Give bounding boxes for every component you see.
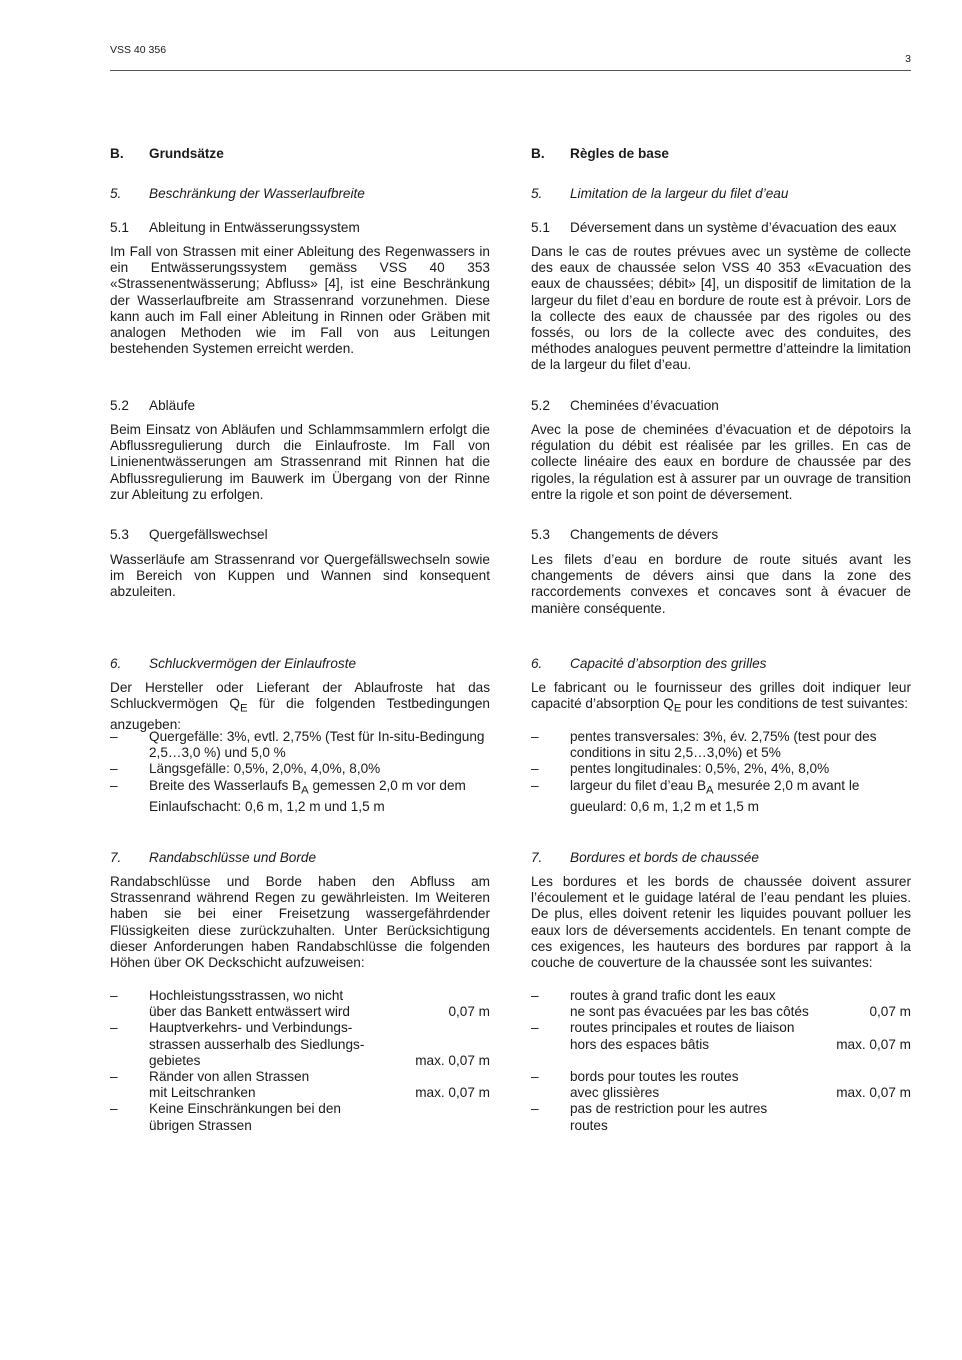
height-row: – Hochleistungsstrassen, wo nicht über das Bankett entwässert wird 0,07 m bbox=[110, 988, 490, 1020]
header-rule bbox=[110, 70, 911, 71]
section-5-2-heading: 5.2 Abläufe bbox=[110, 398, 196, 413]
height-row: – bords pour toutes les routes avec glissières max. 0,07 m bbox=[531, 1069, 911, 1101]
section-6-heading: 6. Schluckvermögen der Einlaufroste bbox=[110, 656, 357, 671]
height-row: – pas de restriction pour les autres routes bbox=[531, 1101, 768, 1133]
height-row: – Hauptverkehrs- und Verbindungs- strassen ausserhalb des Siedlungs- gebietes max. 0,07 m bbox=[110, 1020, 490, 1068]
spacer bbox=[531, 1053, 911, 1069]
section-7-heading: 7. Randabschlüsse und Borde bbox=[110, 850, 317, 865]
list-item: – pentes longitudinales: 0,5%, 2%, 4%, 8,0% bbox=[531, 761, 830, 777]
list-item: – pentes transversales: 3%, év. 2,75% (test pour des conditions in situ 2,5…3,0%) et 5% bbox=[531, 729, 877, 761]
section-7-heading: 7. Bordures et bords de chaussée bbox=[531, 850, 759, 865]
section-6-list bbox=[531, 729, 911, 815]
height-list bbox=[110, 988, 490, 1134]
section-6-intro: Le fabricant ou le fournisseur des grilles doit indiquer leur capacité d’absorption $Q_E$ pour les conditions de test suivantes: bbox=[531, 680, 911, 715]
section-5-3-heading: 5.3 Quergefällswechsel bbox=[110, 527, 268, 542]
section-5-2-text: Avec la pose de cheminées d’évacuation et de dépotoirs la régulation du débit est réalisée par les grilles. En cas de collecte linéaire des eaux en bordure de chaussée par des rigoles, la régulation est à assurer par un ouvrage de transition entre la rigole et son point de déversement. bbox=[531, 422, 911, 502]
list-item: – Breite des Wasserlaufs $B_A$ gemessen 2,0 m vor dem Einlaufschacht: 0,6 m, 1,2 m und 1,5 m bbox=[110, 777, 466, 814]
section-5-heading: 5. Limitation de la largeur du filet d’eau bbox=[531, 186, 789, 201]
section-7-text: Randabschlüsse und Borde haben den Abfluss am Strassenrand während Regen zu gewährleisten. Im Weiteren haben sie bei einer Freisetzung wassergefährdender Flüssigkeiten diese zurückzuhalten. Unter Berücksichtigung dieser Anforderungen haben Randabschlüsse die folgenden Höhen über OK Deckschicht aufzuweisen: bbox=[110, 874, 490, 971]
section-5-3-heading: 5.3 Changements de dévers bbox=[531, 527, 719, 542]
height-list bbox=[531, 988, 911, 1134]
section-5-1-heading: 5.1 Ableitung in Entwässerungssystem bbox=[110, 220, 360, 235]
height-row: – Keine Einschränkungen bei den übrigen Strassen bbox=[110, 1101, 341, 1133]
section-b-heading: B. Règles de base bbox=[531, 146, 669, 161]
section-5-1-text: Dans le cas de routes prévues avec un système de collecte des eaux de chaussée selon VSS 40 353 «Evacuation des eaux de chaussées; débit» [4], un dispositif de limitation de la largeur du filet d’eau en bordure de route est à prévoir. Lors de la collecte des eaux de chaussée par des rigoles ou des fossés, ou lors de la collecte avec des conduites, des méthodes analogues peuvent permettre d’atteindre la limitation de la largeur du filet d’eau. bbox=[531, 244, 911, 373]
section-7-text: Les bordures et les bords de chaussée doivent assurer l’écoulement et le guidage latéral de l’eau pendant les pluies. De plus, elles doivent retenir les liquides pouvant polluer les eaux lors de déversements accidentels. En tenant compte de ces exigences, les hauteurs des bordures par rapport à la couche de couverture de la chaussée sont les suivantes: bbox=[531, 874, 911, 971]
section-5-3-text: Les filets d’eau en bordure de route situés avant les changements de dévers ainsi que dans la zone des raccordements convexes et concaves sont à évacuer de manière conséquente. bbox=[531, 552, 911, 616]
height-row: – routes à grand trafic dont les eaux ne sont pas évacuées par les bas côtés 0,07 m bbox=[531, 988, 911, 1020]
section-6-heading: 6. Capacité d’absorption des grilles bbox=[531, 656, 767, 671]
section-b-heading: B. Grundsätze bbox=[110, 146, 224, 161]
section-5-heading: 5. Beschränkung der Wasserlaufbreite bbox=[110, 186, 365, 201]
section-5-1-text: Im Fall von Strassen mit einer Ableitung des Regenwassers in ein Entwässerungssystem gemäss VSS 40 353 «Strassenentwässerung; Abfluss» [4], ist eine Beschränkung der Wasserlaufbreite am Strassenrand vorzunehmen. Diese kann auch im Fall einer Ableitung in Rinnen oder Gräben mit analogen Methoden wie im Fall von aus Leitungen bestehenden Systemen erreicht werden. bbox=[110, 244, 490, 357]
height-row: – routes principales et routes de liaison hors des espaces bâtis max. 0,07 m bbox=[531, 1020, 911, 1052]
section-6-list bbox=[110, 729, 490, 815]
list-item: – Quergefälle: 3%, evtl. 2,75% (Test für In-situ-Bedingung 2,5…3,0 %) und 5,0 % bbox=[110, 729, 485, 761]
list-item: – largeur du filet d’eau $B_A$ mesurée 2,0 m avant le gueulard: 0,6 m, 1,2 m et 1,5 m bbox=[531, 777, 860, 814]
document-code: VSS 40 356 bbox=[110, 44, 167, 56]
section-5-2-heading: 5.2 Cheminées d’évacuation bbox=[531, 398, 719, 413]
page-number: 3 bbox=[905, 53, 911, 65]
section-6-intro: Der Hersteller oder Lieferant der Ablaufroste hat das Schluckvermögen $Q_E$ für die folgenden Testbedingungen anzugeben: bbox=[110, 680, 490, 733]
section-5-2-text: Beim Einsatz von Abläufen und Schlammsammlern erfolgt die Abflussregulierung durch die Einlaufroste. Im Fall von Linienentwässerungen am Strassenrand mit Rinnen hat die Abflussregulierung im Bauwerk im Übergang von der Rinne zur Ableitung zu erfolgen. bbox=[110, 422, 490, 502]
section-5-3-text: Wasserläufe am Strassenrand vor Quergefällswechseln sowie im Bereich von Kuppen und Wannen sind konsequent abzuleiten. bbox=[110, 552, 490, 600]
height-row: – Ränder von allen Strassen mit Leitschranken max. 0,07 m bbox=[110, 1069, 490, 1101]
list-item: – Längsgefälle: 0,5%, 2,0%, 4,0%, 8,0% bbox=[110, 761, 381, 777]
section-5-1-heading: 5.1 Déversement dans un système d’évacuation des eaux bbox=[531, 220, 897, 235]
